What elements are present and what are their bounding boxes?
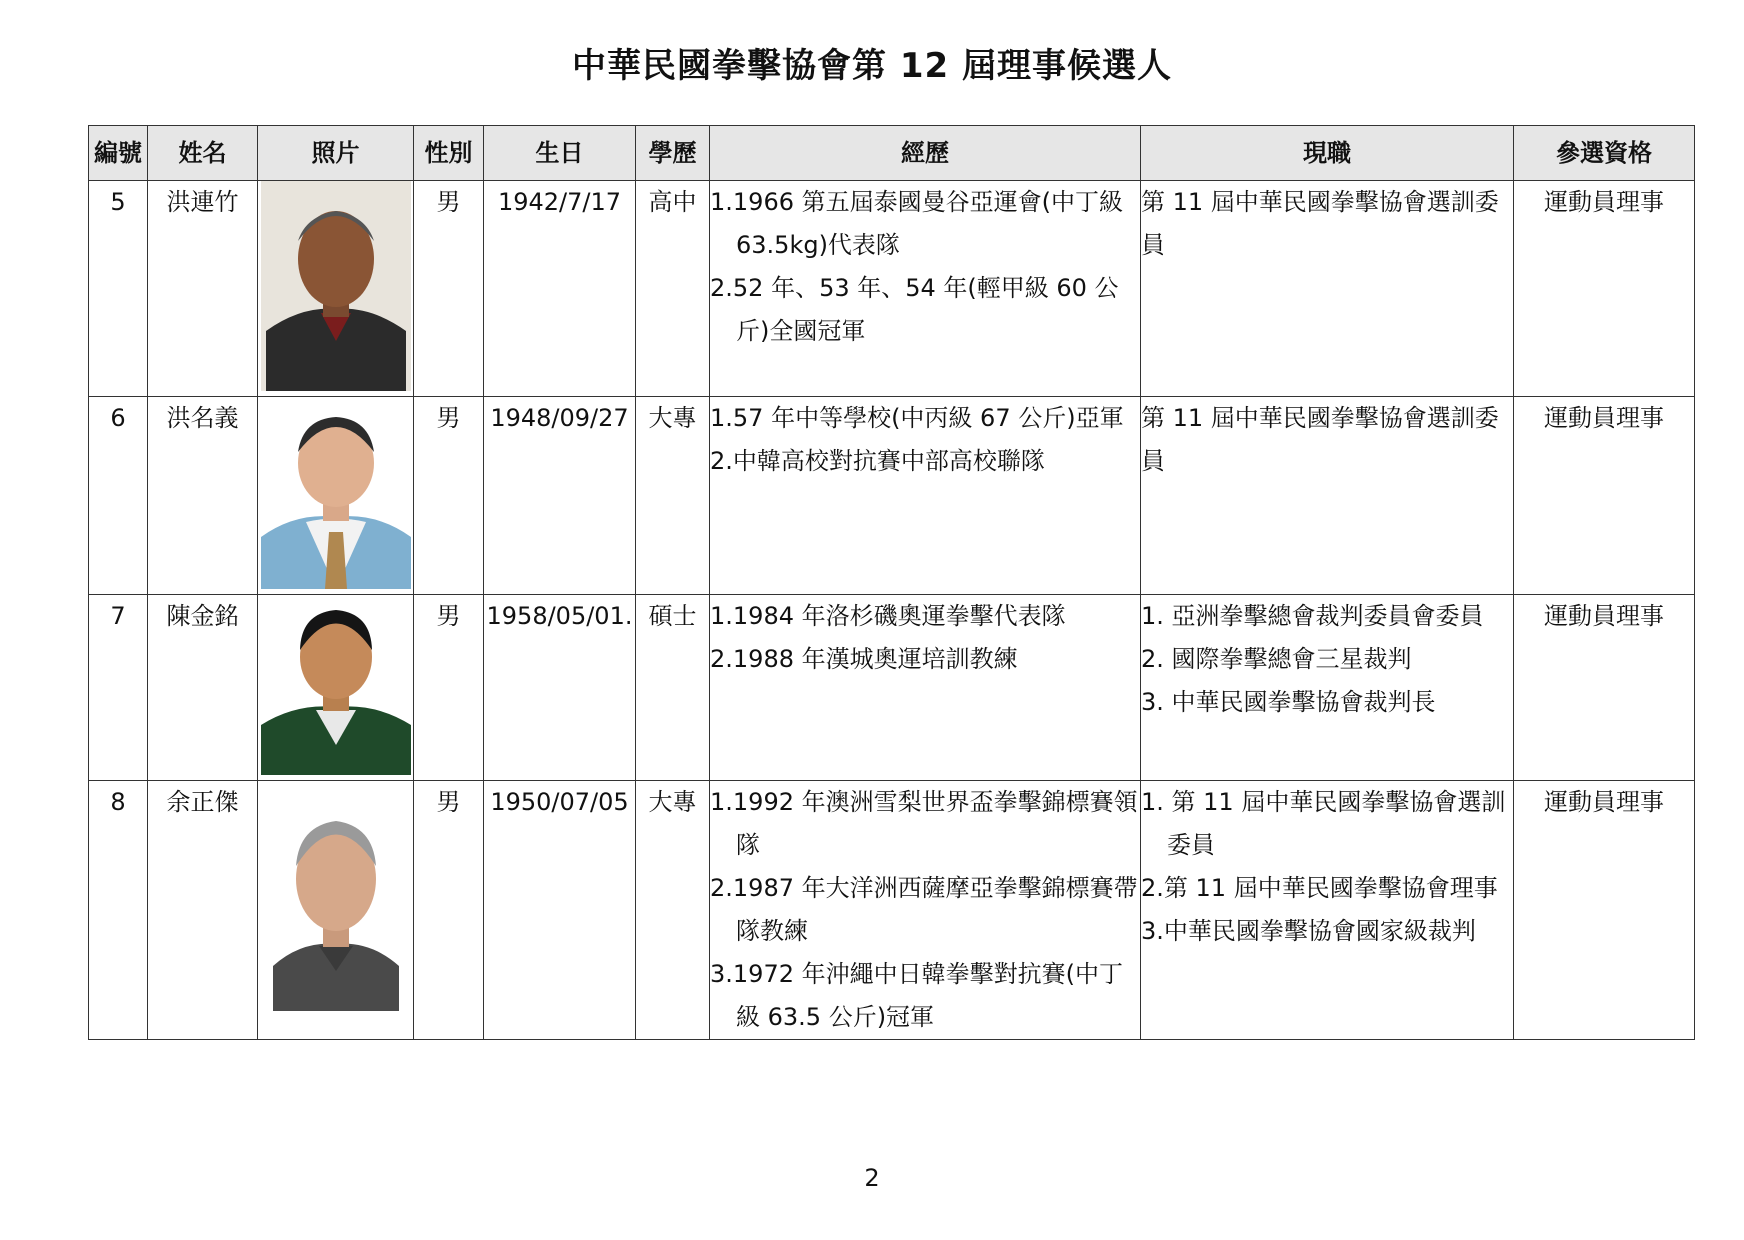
- experience-item: 1.1966 第五屆泰國曼谷亞運會(中丁級 63.5kg)代表隊: [710, 188, 1123, 259]
- candidate-photo-cell: [258, 781, 414, 1040]
- candidate-experience: [710, 397, 1141, 595]
- experience-item: 1.1992 年澳洲雪梨世界盃拳擊錦標賽領隊: [710, 788, 1138, 859]
- candidate-table: [88, 125, 1695, 1040]
- position-item: 3. 中華民國拳擊協會裁判長: [1141, 688, 1436, 716]
- candidate-birthday: 1942/7/17: [484, 181, 636, 397]
- position-item: 3.中華民國拳擊協會國家級裁判: [1141, 917, 1476, 945]
- candidate-number: 7: [89, 595, 148, 781]
- experience-item: 2.中韓高校對抗賽中部高校聯隊: [710, 447, 1045, 475]
- position-item: 第 11 屆中華民國拳擊協會選訓委員: [1141, 188, 1499, 259]
- experience-item: 1.1984 年洛杉磯奧運拳擊代表隊: [710, 602, 1066, 630]
- experience-item: 2.1987 年大洋洲西薩摩亞拳擊錦標賽帶隊教練: [710, 874, 1138, 945]
- candidate-experience: [710, 781, 1141, 1040]
- header-current-position: 現職: [1141, 126, 1514, 181]
- candidate-photo-cell: [258, 595, 414, 781]
- header-birthday: 生日: [484, 126, 636, 181]
- candidate-education: 碩士: [636, 595, 710, 781]
- experience-item: 1.57 年中等學校(中丙級 67 公斤)亞軍: [710, 404, 1124, 432]
- position-item: 2. 國際拳擊總會三星裁判: [1141, 645, 1412, 673]
- header-number: 編號: [89, 126, 148, 181]
- header-education: 學歷: [636, 126, 710, 181]
- header-gender: 性別: [414, 126, 484, 181]
- table-header-row: [89, 126, 1695, 181]
- candidate-photo: [261, 595, 411, 775]
- table-row: [89, 781, 1695, 1040]
- candidate-photo: [261, 397, 411, 589]
- candidate-qualification: 運動員理事: [1514, 595, 1695, 781]
- candidate-gender: 男: [414, 781, 484, 1040]
- candidate-qualification: 運動員理事: [1514, 397, 1695, 595]
- candidate-number: 8: [89, 781, 148, 1040]
- candidate-birthday: 1948/09/27: [484, 397, 636, 595]
- header-qualification: 參選資格: [1514, 126, 1695, 181]
- position-item: 2.第 11 屆中華民國拳擊協會理事: [1141, 874, 1498, 902]
- position-item: 1. 第 11 屆中華民國拳擊協會選訓委員: [1141, 788, 1506, 859]
- header-name: 姓名: [148, 126, 258, 181]
- candidate-gender: 男: [414, 595, 484, 781]
- candidate-education: 大專: [636, 397, 710, 595]
- candidate-current-position: [1141, 781, 1514, 1040]
- document-title: 中華民國拳擊協會第 12 屆理事候選人: [572, 46, 1172, 86]
- position-item: 第 11 屆中華民國拳擊協會選訓委員: [1141, 404, 1499, 475]
- candidate-current-position: [1141, 181, 1514, 397]
- candidate-experience: [710, 595, 1141, 781]
- candidate-experience: [710, 181, 1141, 397]
- candidate-gender: 男: [414, 181, 484, 397]
- header-photo: 照片: [258, 126, 414, 181]
- position-item: 1. 亞洲拳擊總會裁判委員會委員: [1141, 602, 1484, 630]
- candidate-current-position: [1141, 397, 1514, 595]
- candidate-number: 5: [89, 181, 148, 397]
- candidate-education: 高中: [636, 181, 710, 397]
- page-number: 2: [864, 1164, 880, 1192]
- table-row: [89, 181, 1695, 397]
- table-row: [89, 397, 1695, 595]
- candidate-photo-cell: [258, 397, 414, 595]
- table-row: [89, 595, 1695, 781]
- candidate-name: 洪連竹: [148, 181, 258, 397]
- candidate-current-position: [1141, 595, 1514, 781]
- experience-item: 3.1972 年沖繩中日韓拳擊對抗賽(中丁級 63.5 公斤)冠軍: [710, 960, 1123, 1031]
- candidate-education: 大專: [636, 781, 710, 1040]
- candidate-photo: [261, 781, 411, 1024]
- candidate-gender: 男: [414, 397, 484, 595]
- candidate-qualification: 運動員理事: [1514, 781, 1695, 1040]
- experience-item: 2.1988 年漢城奧運培訓教練: [710, 645, 1018, 673]
- candidate-name: 余正傑: [148, 781, 258, 1040]
- candidate-name: 洪名義: [148, 397, 258, 595]
- experience-item: 2.52 年、53 年、54 年(輕甲級 60 公斤)全國冠軍: [710, 274, 1119, 345]
- candidate-number: 6: [89, 397, 148, 595]
- candidate-photo: [261, 181, 411, 391]
- candidate-birthday: 1950/07/05: [484, 781, 636, 1040]
- candidate-name: 陳金銘: [148, 595, 258, 781]
- candidate-birthday: 1958/05/01.: [484, 595, 636, 781]
- candidate-photo-cell: [258, 181, 414, 397]
- candidate-qualification: 運動員理事: [1514, 181, 1695, 397]
- header-experience: 經歷: [710, 126, 1141, 181]
